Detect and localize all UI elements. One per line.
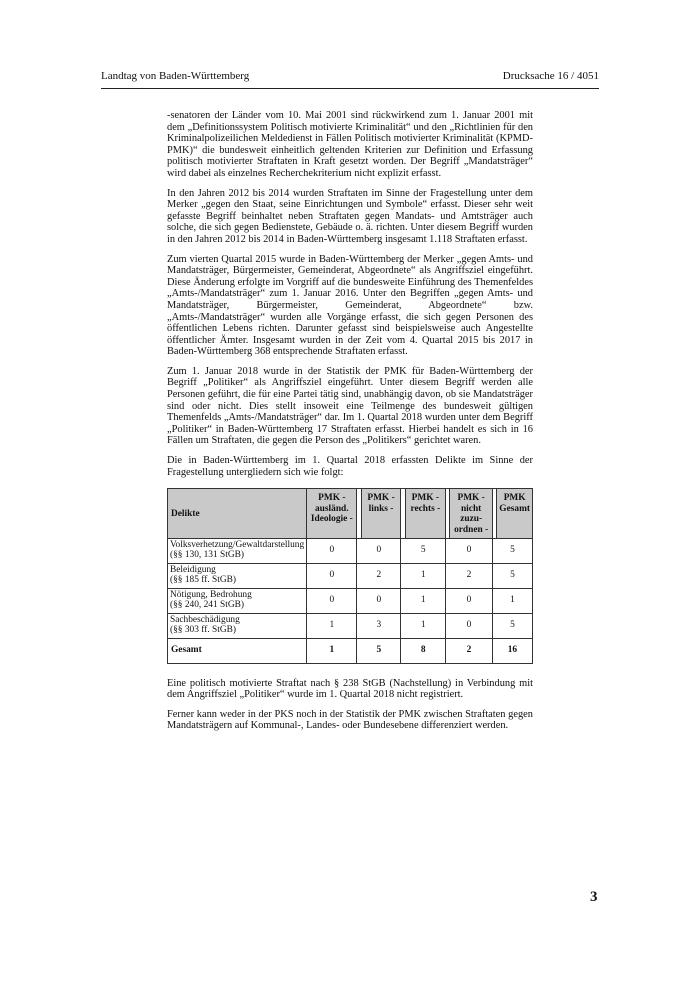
table-row [168,588,533,613]
row-label-line2: (§§ 240, 241 StGB) [170,600,244,611]
row-label-line2: (§§ 185 ff. StGB) [170,575,236,586]
row-label-line1: Sachbeschädigung [170,614,240,625]
page-body [167,110,533,740]
header-document-number: Drucksache 16 / 4051 [502,70,599,82]
row-label [168,588,307,613]
table-row [168,538,533,563]
column-header-nicht-zuzuordnen: PMK - nicht zuzu- ordnen - [450,489,492,538]
cell-gesamt: 5 [492,563,532,588]
paragraph-6: Eine politisch motivierte Straftat nach § 238 StGB (Nachstellung) in Verbindung mit dem Angriffsziel „Politiker“ wurde im 1. Quartal 2018 nicht registriert. [167,677,533,701]
row-label-line1: Nötigung, Bedrohung [170,589,252,600]
total-auslaend: 1 [307,638,357,663]
cell-auslaend: 0 [307,588,357,613]
column-header-auslaend: PMK - ausländ. Ideologie - [307,489,357,538]
cell-gesamt: 1 [492,588,532,613]
total-links: 5 [357,638,401,663]
cell-nicht-zuzuordnen: 0 [446,588,493,613]
cell-auslaend: 1 [307,613,357,638]
table-row [168,613,533,638]
column-header-gesamt: PMK Gesamt [497,489,533,538]
paragraph-1: -senatoren der Länder vom 10. Mai 2001 sind rückwirkend zum 1. Januar 2001 mit dem „Definitionssystem Politisch motivierte Kriminalität“ und den „Richtlinien für den Kriminalpolizeilichen Meldedienst in Fällen Politisch motivierter Kriminalität (KPMD-PMK)“ die bundesweit einheitlich geltenden Kriterien zur Definition und Erfassung politisch motivierter Straftaten in Kraft gesetzt worden. Der Begriff „Mandatsträger“ wird dabei als einzelnes Recherchekriterium nicht explizit erfasst. [167,110,533,179]
page-number: 3 [590,889,598,905]
table-header-row [168,489,533,538]
cell-rechts: 1 [401,563,446,588]
offense-table [167,488,533,663]
table-row [168,563,533,588]
row-label-line1: Beleidigung [170,564,216,575]
cell-rechts: 5 [401,538,446,563]
cell-nicht-zuzuordnen: 2 [446,563,493,588]
row-label [168,613,307,638]
cell-links: 0 [357,538,401,563]
paragraph-4: Zum 1. Januar 2018 wurde in der Statistik der PMK für Baden-Württemberg der Begriff „Politiker“ als Angriffsziel eingeführt. Unter diesem Begriff werden alle Personen geführt, die für eine Partei tätig sind, unabhängig davon, ob sie Mandatsträger sind oder nicht. Dies stellt insoweit eine Teilmenge des bundesweit gültigen Themenfelds „Amts-/Mandatsträger“ dar. Im 1. Quartal 2018 wurden unter dem Begriff „Politiker“ in Baden-Württemberg 17 Straftaten erfasst. Hierbei handelt es sich in 16 Fällen um Straftaten, die gegen die Person des „Politikers“ gerichtet waren. [167,365,533,447]
column-header-delikte: Delikte [168,489,307,538]
total-label: Gesamt [168,638,307,663]
row-label-line1: Volksverhetzung/Gewaltdarstellung [170,539,305,550]
total-gesamt: 16 [492,638,532,663]
table-total-row [168,638,533,663]
column-header-links: PMK - links - [361,489,400,538]
total-rechts: 8 [401,638,446,663]
row-label [168,563,307,588]
running-header [101,70,599,86]
header-rule [101,88,599,89]
paragraph-7: Ferner kann weder in der PKS noch in der Statistik der PMK zwischen Straftaten gegen Mandatsträgern auf Kommunal-, Landes- oder Bundesebene differenziert werden. [167,708,533,732]
total-nicht-zuzuordnen: 2 [446,638,493,663]
cell-gesamt: 5 [492,538,532,563]
column-header-rechts: PMK - rechts - [405,489,445,538]
cell-auslaend: 0 [307,563,357,588]
cell-auslaend: 0 [307,538,357,563]
cell-rechts: 1 [401,613,446,638]
cell-links: 2 [357,563,401,588]
paragraph-2: In den Jahren 2012 bis 2014 wurden Straftaten im Sinne der Fragestellung unter dem Merker „gegen den Staat, seine Einrichtungen und Symbole“ erfasst. Dieser sehr weit gefasste Begriff beinhaltet neben Straftaten gegen Mandats- und Amtsträger auch solche, die sich gegen Bedienstete, Gebäude o. ä. richten. Unter diesem Begriff wurden in den Jahren 2012 bis 2014 in Baden-Württemberg insgesamt 1.118 Straftaten erfasst. [167,187,533,245]
cell-nicht-zuzuordnen: 0 [446,613,493,638]
cell-links: 0 [357,588,401,613]
row-label-line2: (§§ 130, 131 StGB) [170,550,244,561]
cell-rechts: 1 [401,588,446,613]
paragraph-3: Zum vierten Quartal 2015 wurde in Baden-Württemberg der Merker „gegen Amts- und Mandatsträger, Bürgermeister, Gemeinderat, Abgeordnete“ als Angriffsziel eingeführt. Diese Änderung erfolgte im Vorgriff auf die bundesweite Einführung des Themenfeldes „Amts-/Mandatsträger“ zum 1. Januar 2016. Unter den Begriffen „gegen Amts- und Mandatsträger, Bürgermeister, Gemeinderat, Abgeordnete“ bzw. „Amts-/Mandatsträger“ wurden alle Vorgänge erfasst, die sich gegen Personen des öffentlichen Lebens richten. Darunter gefasst sind beispielsweise auch Angestellte öffentlicher Ämter. Insgesamt wurden in der Zeit vom 4. Quartal 2015 bis 2017 in Baden-Württemberg 368 entsprechende Straftaten erfasst. [167,253,533,358]
row-label [168,538,307,563]
cell-nicht-zuzuordnen: 0 [446,538,493,563]
row-label-line2: (§§ 303 ff. StGB) [170,625,236,636]
cell-gesamt: 5 [492,613,532,638]
cell-links: 3 [357,613,401,638]
paragraph-5: Die in Baden-Württemberg im 1. Quartal 2018 erfassten Delikte im Sinne der Fragestellung untergliedern sich wie folgt: [167,455,533,478]
header-publisher: Landtag von Baden-Württemberg [101,70,250,82]
